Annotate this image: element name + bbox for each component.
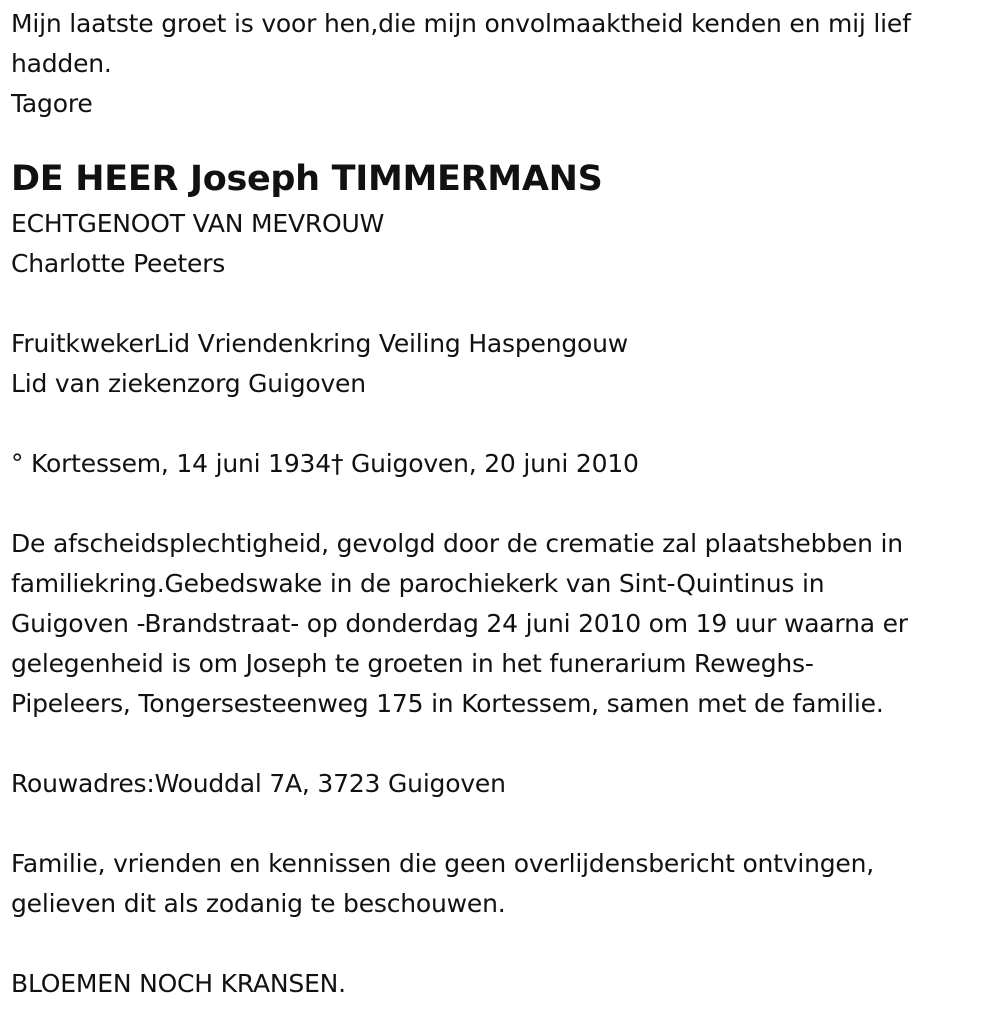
ceremony-line: familiekring.Gebedswake in de parochiekerk van Sint-Quintinus in — [11, 569, 825, 598]
spacer — [11, 404, 991, 444]
spacer — [11, 484, 991, 524]
ceremony-line: Pipeleers, Tongersesteenweg 175 in Kortessem, samen met de familie. — [11, 689, 884, 718]
quote-block — [11, 4, 991, 124]
spouse-label: ECHTGENOOT VAN MEVROUW — [11, 209, 385, 238]
notice-line: Familie, vrienden en kennissen die geen overlijdensbericht ontvingen, — [11, 849, 875, 878]
ceremony-block — [11, 524, 991, 724]
spacer — [11, 724, 991, 764]
spacer — [11, 124, 991, 154]
mourning-address: Rouwadres:Wouddal 7A, 3723 Guigoven — [11, 769, 506, 798]
roles-block — [11, 324, 991, 404]
quote-author: Tagore — [11, 89, 93, 118]
quote-line: hadden. — [11, 49, 112, 78]
spacer — [11, 924, 991, 964]
deceased-name: DE HEER Joseph TIMMERMANS — [11, 159, 603, 199]
quote-line: Mijn laatste groet is voor hen,die mijn onvolmaaktheid kenden en mij lief — [11, 9, 911, 38]
closing-note: BLOEMEN NOCH KRANSEN. — [11, 969, 346, 998]
spacer — [11, 804, 991, 844]
ceremony-line: Guigoven -Brandstraat- op donderdag 24 juni 2010 om 19 uur waarna er — [11, 609, 908, 638]
birth-death-dates: ° Kortessem, 14 juni 1934† Guigoven, 20 juni 2010 — [11, 449, 639, 478]
ceremony-line: gelegenheid is om Joseph te groeten in het funerarium Reweghs- — [11, 649, 814, 678]
role-line: Lid van ziekenzorg Guigoven — [11, 369, 366, 398]
role-line: FruitkwekerLid Vriendenkring Veiling Haspengouw — [11, 329, 629, 358]
spouse-name: Charlotte Peeters — [11, 249, 226, 278]
deceased-block — [11, 154, 991, 284]
obituary-document — [11, 4, 991, 1004]
notice-block — [11, 844, 991, 924]
ceremony-line: De afscheidsplechtigheid, gevolgd door de crematie zal plaatshebben in — [11, 529, 903, 558]
notice-line: gelieven dit als zodanig te beschouwen. — [11, 889, 506, 918]
spacer — [11, 284, 991, 324]
